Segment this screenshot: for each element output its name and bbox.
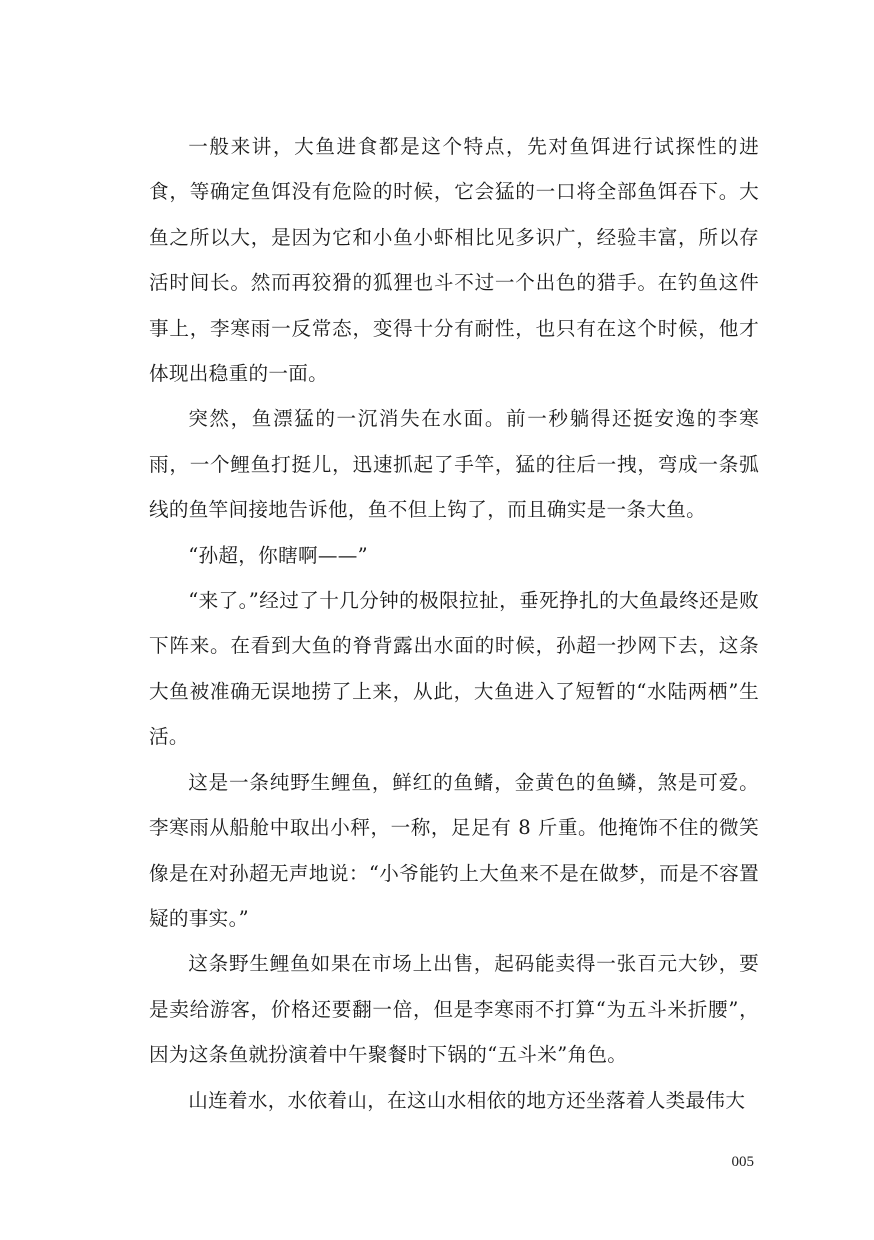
paragraph-call-sun-chao: “孙超，你瞎啊——”	[188, 543, 368, 567]
body-text	[149, 124, 759, 1123]
page-number: 005	[731, 1154, 754, 1170]
paragraph-mountains-water: 山连着水，水依着山，在这山水相依的地方还坐落着人类最伟大	[188, 1088, 746, 1112]
paragraph-wild-carp: 这是一条纯野生鲤鱼，鲜红的鱼鳍，金黄色的鱼鳞，煞是可爱。李寒雨从船舱中取出小秤，一称，足足有 8 斤重。他掩饰不住的微笑像是在对孙超无声地说：“小爷能钓上大鱼来不是在做梦，而是不容置疑的事实。”	[149, 770, 759, 930]
paragraph-float-sinks: 突然，鱼漂猛的一沉消失在水面。前一秒躺得还挺安逸的李寒雨，一个鲤鱼打挺儿，迅速抓起了手竿，猛的往后一拽，弯成一条弧线的鱼竿间接地告诉他，鱼不但上钩了，而且确实是一条大鱼。	[149, 407, 759, 522]
paragraph-fish-landed: “来了。”经过了十几分钟的极限拉扯，垂死挣扎的大鱼最终还是败下阵来。在看到大鱼的脊背露出水面的时候，孙超一抄网下去，这条大鱼被准确无误地捞了上来，从此，大鱼进入了短暂的“水陆两栖”生活。	[149, 589, 759, 749]
paragraph-big-fish-feeding: 一般来讲，大鱼进食都是这个特点，先对鱼饵进行试探性的进食，等确定鱼饵没有危险的时候，它会猛的一口将全部鱼饵吞下。大鱼之所以大，是因为它和小鱼小虾相比见多识广，经验丰富，所以存活时间长。然而再狡猾的狐狸也斗不过一个出色的猎手。在钓鱼这件事上，李寒雨一反常态，变得十分有耐性，也只有在这个时候，他才体现出稳重的一面。	[149, 135, 759, 386]
paragraph-market-price: 这条野生鲤鱼如果在市场上出售，起码能卖得一张百元大钞，要是卖给游客，价格还要翻一倍，但是李寒雨不打算“为五斗米折腰”，因为这条鱼就扮演着中午聚餐时下锅的“五斗米”角色。	[149, 952, 759, 1067]
